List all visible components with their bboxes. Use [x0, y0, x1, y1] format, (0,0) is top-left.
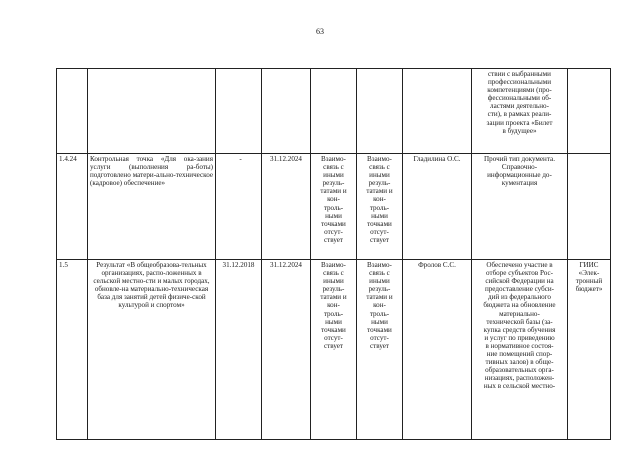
- cell-number: 1.5: [57, 260, 88, 440]
- cell-name: Результат «В общеобразова-тельных организациях, распо-ложенных в сельской местно-сти и малых городах, обновле-на материально-техническая база для занятий детей физиче-ской культурой и спортом»: [88, 260, 216, 440]
- cell-link-successor: Взаимо- связь с иными резуль- татами и кон- троль- ными точками отсут- ствует: [357, 154, 403, 260]
- cell-link-predecessor: Взаимо- связь с иными резуль- татами и кон- троль- ными точками отсут- ствует: [311, 260, 357, 440]
- cell-responsible: Фролов С.С.: [403, 260, 472, 440]
- cell-system: [568, 154, 611, 260]
- table-row-continuation: [57, 69, 611, 154]
- project-plan-table: [56, 68, 611, 440]
- cell-result: ствии с выбранными профессиональными компетенциями (про- фессиональными об- ластями деятельно- сти), в рамках реали- зации проекта «Билет в будущее»: [472, 69, 568, 154]
- cell-number: [57, 69, 88, 154]
- cell-start-date: -: [216, 154, 262, 260]
- table-row-1-4-24: [57, 154, 611, 260]
- cell-link-predecessor: [311, 69, 357, 154]
- cell-result: Обеспечено участие в отборе субъектов Рос- сийской Федерации на предоставление субси- дий из федерального бюджета на обновление материально- технической базы (за- купка средств обучения и услуг по приведению в нормативное состоя- ние помещений спор- тивных залов) в обще- образовательных орга- низациях, расположен- ных в сельской местно-: [472, 260, 568, 440]
- cell-name: Контрольная точка «Для ока-зания услуги (выполнения ра-боты) подготовлено матери-ально-техническое (кадровое) обеспечение»: [88, 154, 216, 260]
- cell-number: 1.4.24: [57, 154, 88, 260]
- cell-system: ГИИС «Элек- тронный бюджет»: [568, 260, 611, 440]
- cell-responsible: Гладилина О.С.: [403, 154, 472, 260]
- cell-start-date: [216, 69, 262, 154]
- cell-link-predecessor: Взаимо- связь с иными резуль- татами и кон- троль- ными точками отсут- ствует: [311, 154, 357, 260]
- cell-link-successor: Взаимо- связь с иными резуль- татами и кон- троль- ными точками отсут- ствует: [357, 260, 403, 440]
- page-number: 63: [316, 27, 324, 36]
- cell-responsible: [403, 69, 472, 154]
- cell-link-successor: [357, 69, 403, 154]
- cell-end-date: 31.12.2024: [262, 260, 311, 440]
- cell-result: Прочий тип документа. Справочно- информационные до- кументация: [472, 154, 568, 260]
- cell-name: [88, 69, 216, 154]
- cell-start-date: 31.12.2018: [216, 260, 262, 440]
- cell-end-date: [262, 69, 311, 154]
- table-row-1-5: [57, 260, 611, 440]
- cell-end-date: 31.12.2024: [262, 154, 311, 260]
- cell-system: [568, 69, 611, 154]
